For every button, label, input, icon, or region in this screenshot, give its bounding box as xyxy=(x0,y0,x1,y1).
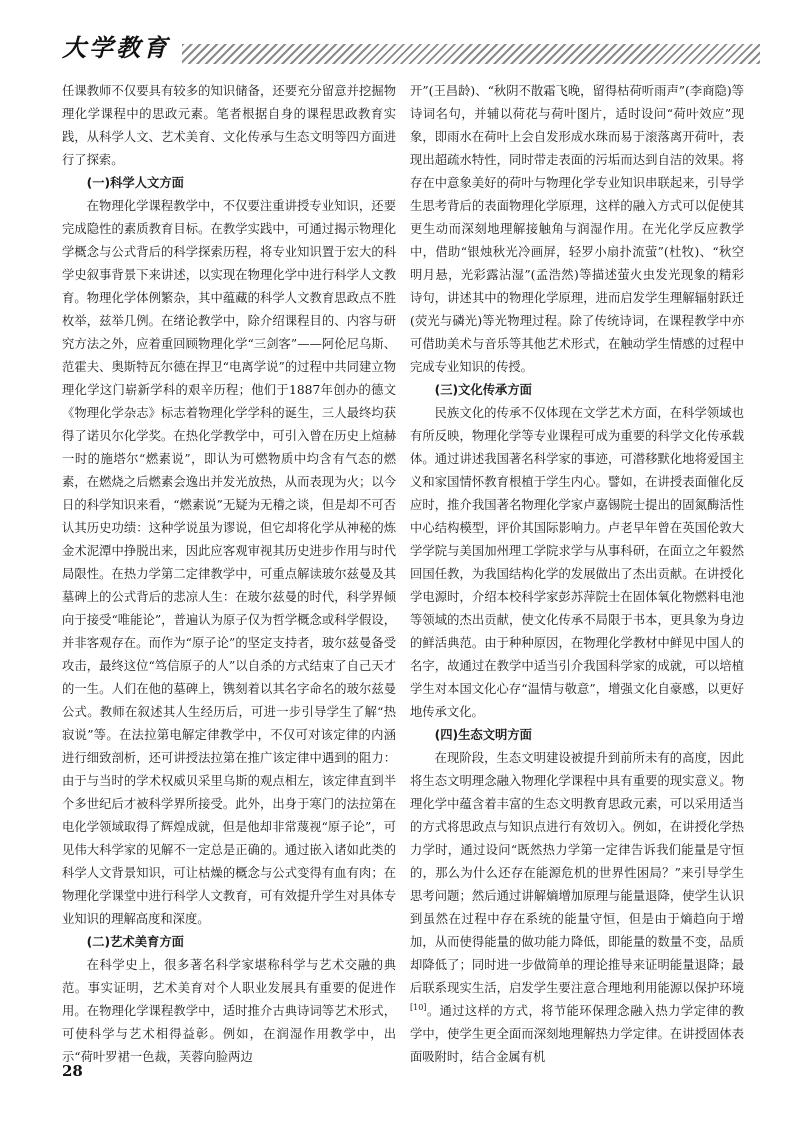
section-heading-science-humanities: (一)科学人文方面 xyxy=(86,176,184,190)
section4-paragraph xyxy=(410,747,744,1069)
section4-text-a: 在现阶段，生态文明建设被提升到前所未有的高度，因此将生态文明理念融入物理化学课程中具有重要的现实意义。物理化学中蕴含着丰富的生态文明教育思政元素，可以采用适当的方式将思政点与知识点进行有效切入。例如，在讲授化学热力学时，通过设问“既然热力学第一定律告诉我们能量是守恒的，那么为什么还存在能源危机的世界性困局？”来引导学生思考问题；然后通过讲解熵增加原理与能量退降，使学生认识到虽然在过程中存在系统的能量守恒，但是由于熵趋向于增加，从而使得能量的做功能力降低，即能量的数量不变，品质却降低了；同时进一步做简单的理论推导来证明能量退降；最后联系现实生活，启发学生要注意合理地利用能源以保护环境 xyxy=(410,751,744,995)
section-heading-ecological-civilization: (四)生态文明方面 xyxy=(434,728,532,742)
left-column xyxy=(62,80,396,1064)
section3-paragraph: 民族文化的传承不仅体现在文学艺术方面，在科学领域也有所反映，物理化学等专业课程可成为重要的科学文化传承载体。通过讲述我国著名科学家的事迹，可潜移默化地将爱国主义和家国情怀教育根植于学生内心。譬如，在讲授表面催化反应时，推介我国著名物理化学家卢嘉锡院士提出的固氮酶活性中心结构模型，评价其国际影响力。卢老早年曾在英国伦敦大学学院与美国加州理工学院求学与从事科研，在面立之年毅然回国任教，为我国结构化学的发展做出了杰出贡献。在讲授化学电源时，介绍本校科学家彭苏萍院士在固体氧化物燃料电池等领域的杰出贡献，使文化传承不局限于书本，更具象为身边的鲜活典范。由于种种原因，在物理化学教材中鲜见中国人的名字，故通过在教学中适当引介我国科学家的成就，可以培植学生对本国文化心存“温情与敬意”，增强文化自豪感，以更好地传承文化。 xyxy=(410,406,744,719)
citation-ref[interactable]: [10] xyxy=(410,1002,427,1012)
intro-paragraph: 任课教师不仅要具有较多的知识储备，还要充分留意并挖掘物理化学课程中的思政元素。笔者根据自身的课程思政教育实践，从科学人文、艺术美育、文化传承与生态文明等四方面进行了探索。 xyxy=(62,84,396,167)
header-hatch-bar xyxy=(182,44,760,64)
section-heading-cultural-heritage: (三)文化传承方面 xyxy=(434,383,532,397)
page-number: 28 xyxy=(62,1062,83,1080)
right-column xyxy=(410,80,744,1064)
section4-text-b: 。通过这样的方式，将节能环保理念融入热力学定律的教学中，使学生更全面而深刻地理解热力学定律。在讲授固体表面吸附时，结合金属有机 xyxy=(410,1004,744,1064)
section2-paragraph: 在科学史上，很多著名科学家堪称科学与艺术交融的典范。事实证明，艺术美育对个人职业发展具有重要的促进作用。在物理化学课程教学中，适时推介古典诗词等艺术形式，可使科学与艺术相得益彰。例如，在润湿作用教学中，出示“荷叶罗裙一色裁，芙蓉向脸两边 xyxy=(62,958,396,1064)
page-header xyxy=(62,22,760,74)
journal-masthead: 大学教育 xyxy=(62,33,170,62)
section-heading-art-aesthetics: (二)艺术美育方面 xyxy=(86,935,184,949)
section2-continuation: 开”(王昌龄)、“秋阴不散霜飞晚，留得枯荷听雨声”(李商隐)等诗词名句，并辅以荷花与荷叶图片，适时设问“荷叶效应”现象，即雨水在荷叶上会自发形成水珠而易于滚落离开荷叶，表现出超疏水特性，同时带走表面的污垢而达到自洁的效果。将存在中意象美好的荷叶与物理化学专业知识串联起来，引导学生思考背后的表面物理化学原理，这样的融入方式可以促使其更生动而深刻地理解接触角与润湿作用。在光化学反应教学中，借助“银烛秋光冷画屏，轻罗小扇扑流萤”(杜牧)、“秋空明月悬，光彩露沾湿”(孟浩然)等描述萤火虫发光现象的精彩诗句，讲述其中的物理化学原理，进而启发学生理解辐射跃迁(荧光与磷光)等光物理过程。除了传统诗词，在课程教学中亦可借助美术与音乐等其他艺术形式，在触动学生情感的过程中完成专业知识的传授。 xyxy=(410,84,744,374)
section1-paragraph: 在物理化学课程教学中，不仅要注重讲授专业知识，还要完成隐性的素质教育目标。在教学实践中，可通过揭示物理化学概念与公式背后的科学探索历程，将专业知识置于宏大的科学史叙事背景下来讲述，以实现在物理化学中进行科学人文教育。物理化学体例繁杂，其中蕴藏的科学人文教育思政点不胜枚举，兹举几例。在绪论教学中，除介绍课程目的、内容与研究方法之外，应着重回顾物理化学“三剑客”——阿伦尼乌斯、范霍夫、奥斯特瓦尔德在捍卫“电离学说”的过程中共同建立物理化学这门崭新学科的艰辛历程；他们于1887年创办的德文《物理化学杂志》标志着物理化学学科的诞生，三人最终均获得了诺贝尔化学奖。在热化学教学中，可引入曾在历史上煊赫一时的施塔尔“燃素说”，即认为可燃物质中均含有气态的燃素，在燃烧之后燃素会逸出并发光放热，从而表现为火；以今日的科学知识来看，“燃素说”无疑为无稽之谈，但是却不可否认其历史功绩：这种学说虽为谬说，但它却将化学从神秘的炼金术泥潭中挣脱出来，因此应客观审视其历史进步作用与时代局限性。在热力学第二定律教学中，可重点解读玻尔兹曼及其墓碑上的公式背后的悲凉人生：在玻尔兹曼的时代，科学界倾向于接受“唯能论”，普遍认为原子仅为哲学概念或科学假设，并非客观存在。而作为“原子论”的坚定支持者，玻尔兹曼备受攻击，最终这位“笃信原子的人”以自杀的方式结束了自己天才的一生。人们在他的墓碑上，镌刻着以其名字命名的玻尔兹曼公式。教师在叙述其人生经历后，可进一步引导学生了解“热寂说”等。在法拉第电解定律教学中，不仅可对该定律的内涵进行细致剖析，还可讲授法拉第在推广该定律中遇到的阻力：由于与当时的学术权威贝采里乌斯的观点相左，该定律直到半个多世纪后才被科学界所接受。此外，出身于寒门的法拉第在电化学领域取得了辉煌成就，但是他却非常蔑视“原子论”，可见伟大科学家的见解不一定总是正确的。通过嵌入诸如此类的科学人文背景知识，可让枯燥的概念与公式变得有血有肉；在物理化学课堂中进行科学人文教育，可有效提升学生对具体专业知识的理解高度和深度。 xyxy=(62,199,396,926)
